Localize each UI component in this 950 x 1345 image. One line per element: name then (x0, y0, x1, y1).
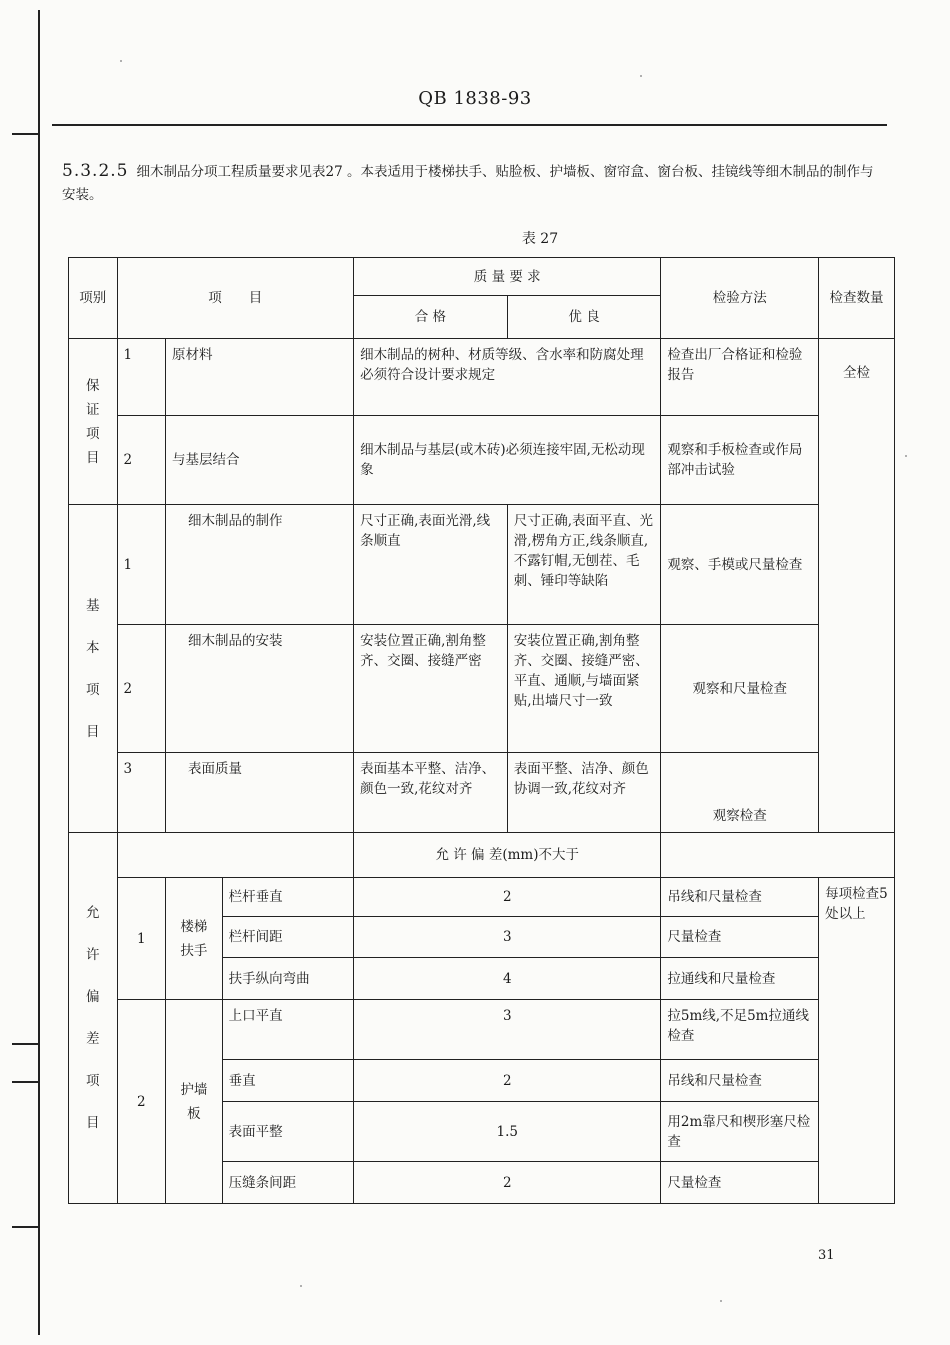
row-excellent: 表面平整、洁净、颜色协调一致,花纹对齐 (507, 753, 661, 833)
deviation-header: 允 许 偏 差(mm)不大于 (354, 833, 661, 878)
row-value: 2 (354, 1162, 661, 1204)
row-item: 垂直 (222, 1060, 353, 1102)
row-value: 2 (354, 878, 661, 917)
row-method: 观察和尺量检查 (661, 625, 819, 753)
deviation-header-row (69, 833, 895, 878)
row-pass: 尺寸正确,表面光滑,线条顺直 (354, 505, 508, 625)
row-method: 用2m靠尺和楔形塞尺检查 (661, 1102, 819, 1162)
row-number: 2 (117, 416, 166, 505)
table-row (69, 625, 895, 753)
row-method: 检查出厂合格证和检验报告 (661, 339, 819, 416)
table-row (69, 505, 895, 625)
row-item: 原材料 (166, 339, 354, 416)
row-number: 2 (117, 625, 166, 753)
header-rule (52, 124, 887, 126)
binding-line (38, 10, 40, 1335)
row-item: 上口平直 (222, 1000, 353, 1060)
table-row (69, 416, 895, 505)
row-item: 与基层结合 (166, 416, 354, 505)
row-method: 观察检查 (661, 753, 819, 833)
section-number: 5.3.2.5 (62, 161, 129, 181)
row-method: 尺量检查 (661, 917, 819, 958)
binding-tick (12, 1081, 40, 1083)
group-number: 2 (117, 1000, 166, 1204)
header-pass: 合 格 (354, 296, 508, 339)
table-row (69, 753, 895, 833)
intro-text: 细木制品分项工程质量要求见表27 。本表适用于楼梯扶手、贴脸板、护墙板、窗帘盒、窗台板、挂镜线等细木制品的制作与安装。 (62, 164, 874, 203)
quantity-deviation: 每项检查5处以上 (819, 878, 895, 1204)
row-method: 观察和手板检查或作局部冲击试验 (661, 416, 819, 505)
table-row (69, 1000, 895, 1060)
header-quality: 质 量 要 求 (354, 258, 661, 296)
row-method: 吊线和尺量检查 (661, 878, 819, 917)
row-method: 拉通线和尺量检查 (661, 958, 819, 1000)
header-excellent: 优 良 (507, 296, 661, 339)
scan-speck (905, 455, 907, 457)
group-name: 楼梯扶手 (166, 878, 223, 1000)
row-item: 栏杆间距 (222, 917, 353, 958)
deviation-header-spacer (661, 833, 895, 878)
table-row (69, 339, 895, 416)
scan-speck (640, 75, 642, 77)
intro-paragraph (62, 160, 882, 207)
quantity-full-inspection: 全检 (819, 339, 895, 833)
row-method: 吊线和尺量检查 (661, 1060, 819, 1102)
header-category: 项别 (69, 258, 118, 339)
row-excellent: 安装位置正确,割角整齐、交圈、接缝严密、平直、通顺,与墙面紧贴,出墙尺寸一致 (507, 625, 661, 753)
binding-tick (12, 1043, 40, 1045)
standard-code: QB 1838-93 (418, 88, 532, 109)
row-pass: 安装位置正确,割角整齐、交圈、接缝严密 (354, 625, 508, 753)
quality-table (68, 257, 895, 1204)
page-number: 31 (818, 1248, 835, 1263)
row-number: 3 (117, 753, 166, 833)
table-row (69, 878, 895, 917)
row-value: 4 (354, 958, 661, 1000)
row-method: 拉5m线,不足5m拉通线检查 (661, 1000, 819, 1060)
row-item: 扶手纵向弯曲 (222, 958, 353, 1000)
header-method: 检验方法 (661, 258, 819, 339)
header-item: 项 目 (117, 258, 354, 339)
table-header-row (69, 258, 895, 296)
row-pass: 表面基本平整、洁净、颜色一致,花纹对齐 (354, 753, 508, 833)
table-caption: 表 27 (521, 231, 559, 247)
row-item: 表面平整 (222, 1102, 353, 1162)
row-item: 栏杆垂直 (222, 878, 353, 917)
category-basic: 基本项目 (69, 505, 118, 833)
scan-speck (300, 1285, 302, 1287)
category-deviation: 允许偏差项目 (69, 833, 118, 1204)
deviation-header-spacer (117, 833, 354, 878)
row-item: 细木制品的制作 (166, 505, 354, 625)
row-item: 表面质量 (166, 753, 354, 833)
row-method: 尺量检查 (661, 1162, 819, 1204)
row-value: 2 (354, 1060, 661, 1102)
row-number: 1 (117, 505, 166, 625)
row-requirement: 细木制品与基层(或木砖)必须连接牢固,无松动现象 (354, 416, 661, 505)
group-number: 1 (117, 878, 166, 1000)
row-requirement: 细木制品的树种、材质等级、含水率和防腐处理必须符合设计要求规定 (354, 339, 661, 416)
category-guarantee: 保证项目 (69, 339, 118, 505)
row-item: 细木制品的安装 (166, 625, 354, 753)
binding-tick (12, 1226, 40, 1228)
scan-speck (720, 1300, 722, 1302)
row-value: 3 (354, 1000, 661, 1060)
binding-tick (12, 133, 40, 135)
row-value: 3 (354, 917, 661, 958)
row-item: 压缝条间距 (222, 1162, 353, 1204)
group-name: 护墙板 (166, 1000, 223, 1204)
row-excellent: 尺寸正确,表面平直、光滑,楞角方正,线条顺直,不露钉帽,无刨茬、毛刺、锤印等缺陷 (507, 505, 661, 625)
scan-speck (120, 60, 122, 62)
header-quantity: 检查数量 (819, 258, 895, 339)
row-value: 1.5 (354, 1102, 661, 1162)
row-method: 观察、手模或尺量检查 (661, 505, 819, 625)
row-number: 1 (117, 339, 166, 416)
